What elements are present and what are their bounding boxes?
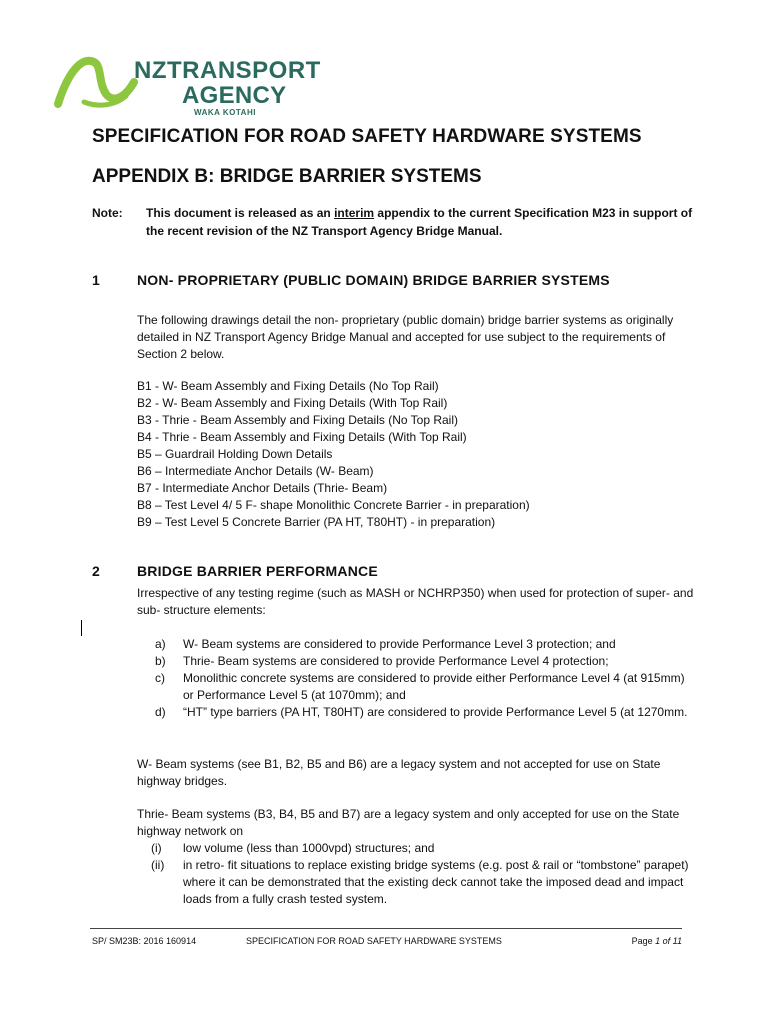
drawing-list-item: B5 – Guardrail Holding Down Details xyxy=(137,447,333,461)
section1-intro: The following drawings detail the non- proprietary (public domain) bridge barrier systems as originally detailed in NZ Transport Agency Bridge Manual and accepted for use subject to the requirements of Section 2 below. xyxy=(137,313,674,361)
drawing-list-item: B9 – Test Level 5 Concrete Barrier (PA HT, T80HT) - in preparation) xyxy=(137,515,496,529)
section2-intro: Irrespective of any testing regime (such as MASH or NCHRP350) when used for protection of super- and sub- structure elements: xyxy=(137,586,694,617)
text-cursor xyxy=(81,620,82,636)
nzta-logo xyxy=(54,52,321,117)
logo-wordmark-agency: AGENCY xyxy=(182,82,287,109)
note-label: Note: xyxy=(92,206,123,220)
condition-item xyxy=(137,840,697,857)
footer-doc-title: SPECIFICATION FOR ROAD SAFETY HARDWARE SYSTEMS xyxy=(246,936,502,946)
drawing-list-item: B4 - Thrie - Beam Assembly and Fixing Details (With Top Rail) xyxy=(137,430,467,444)
nzta-swoosh-icon xyxy=(54,52,144,112)
list-item-text: “HT” type barriers (PA HT, T80HT) are considered to provide Performance Level 5 (at 1270mm. xyxy=(183,705,688,719)
drawing-list-item: B2 - W- Beam Assembly and Fixing Details (With Top Rail) xyxy=(137,396,448,410)
drawing-list-item: B1 - W- Beam Assembly and Fixing Details (No Top Rail) xyxy=(137,379,439,393)
drawing-list-item: B3 - Thrie - Beam Assembly and Fixing Details (No Top Rail) xyxy=(137,413,459,427)
logo-wordmark-top: NZTRANSPORT xyxy=(134,57,321,84)
section1-number: 1 xyxy=(92,272,100,288)
footer-divider xyxy=(90,928,682,929)
drawing-list-item: B7 - Intermediate Anchor Details (Thrie- Beam) xyxy=(137,481,388,495)
list-marker: (ii) xyxy=(151,858,165,872)
list-marker: c) xyxy=(155,671,165,685)
document-title: SPECIFICATION FOR ROAD SAFETY HARDWARE SYSTEMS xyxy=(92,126,642,147)
performance-level-item xyxy=(137,636,697,653)
list-item-text: low volume (less than 1000vpd) structures; and xyxy=(183,841,435,855)
list-marker: (i) xyxy=(151,841,162,855)
performance-level-item xyxy=(137,704,697,721)
footer-page-number: Page 1 of 11 xyxy=(631,936,682,946)
list-marker: d) xyxy=(155,705,166,719)
performance-level-list xyxy=(137,636,697,721)
list-item-text: Monolithic concrete systems are considered to provide either Performance Level 4 (at 915mm) or Performance Level 5 (at 1070mm); and xyxy=(183,671,685,702)
list-marker: a) xyxy=(155,637,166,651)
drawing-list xyxy=(137,378,697,531)
appendix-title: APPENDIX B: BRIDGE BARRIER SYSTEMS xyxy=(92,166,482,187)
thrie-paragraph: Thrie- Beam systems (B3, B4, B5 and B7) are a legacy system and only accepted for use on the State highway network on xyxy=(137,807,680,838)
drawing-list-item: B8 – Test Level 4/ 5 F- shape Monolithic Concrete Barrier - in preparation) xyxy=(137,498,530,512)
list-item-text: W- Beam systems are considered to provide Performance Level 3 protection; and xyxy=(183,637,616,651)
wbeam-paragraph: W- Beam systems (see B1, B2, B5 and B6) are a legacy system and not accepted for use on State highway bridges. xyxy=(137,757,661,788)
section2-number: 2 xyxy=(92,563,100,579)
condition-item xyxy=(137,857,697,908)
condition-list xyxy=(137,840,697,908)
section1-title: NON- PROPRIETARY (PUBLIC DOMAIN) BRIDGE BARRIER SYSTEMS xyxy=(137,272,610,288)
list-item-text: Thrie- Beam systems are considered to provide Performance Level 4 protection; xyxy=(183,654,609,668)
note-emphasis: interim xyxy=(334,206,375,220)
logo-maori-name: WAKA KOTAHI xyxy=(194,108,256,117)
drawing-list-item: B6 – Intermediate Anchor Details (W- Beam) xyxy=(137,464,374,478)
list-marker: b) xyxy=(155,654,166,668)
note-text: This document is released as an interim appendix to the current Specification M23 in support of the recent revision of the NZ Transport Agency Bridge Manual. xyxy=(146,206,693,238)
performance-level-item xyxy=(137,653,697,670)
footer-doc-code: SP/ SM23B: 2016 160914 xyxy=(92,936,197,946)
list-item-text: in retro- fit situations to replace existing bridge systems (e.g. post & rail or “tombstone” parapet) where it can be demonstrated that the existing deck cannot take the imposed dead and impact loads from a fully crash tested system. xyxy=(183,858,689,906)
performance-level-item xyxy=(137,670,697,704)
section2-title: BRIDGE BARRIER PERFORMANCE xyxy=(137,563,378,579)
